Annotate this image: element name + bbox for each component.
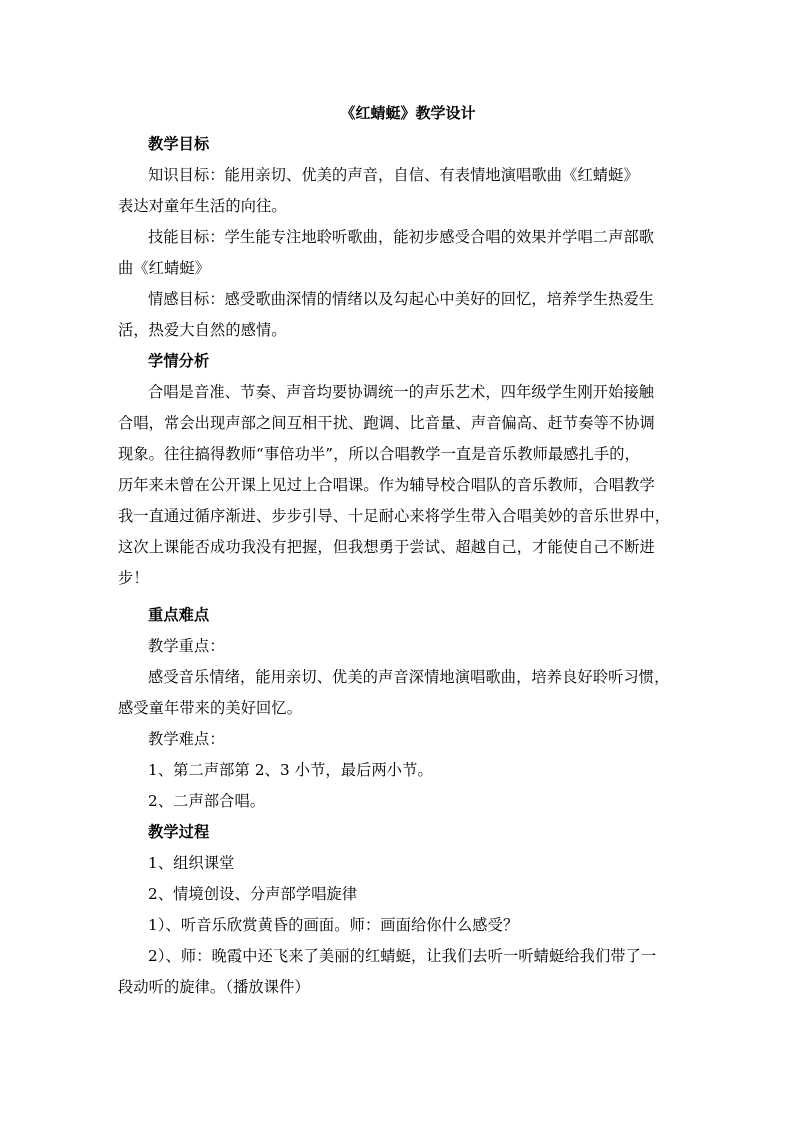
paragraph-line: 表达对童年生活的向往。 xyxy=(118,197,287,215)
list-item: 1、第二声部第 2、3 小节，最后两小节。 xyxy=(148,761,433,779)
paragraph-line: 感受童年带来的美好回忆。 xyxy=(118,699,303,717)
paragraph-line: 活，热爱大自然的感情。 xyxy=(118,321,287,339)
document-body xyxy=(118,97,678,1003)
list-item: 2、二声部合唱。 xyxy=(148,792,266,810)
paragraph-line: 技能目标：学生能专注地聆听歌曲，能初步感受合唱的效果并学唱二声部歌 xyxy=(148,228,655,246)
paragraph-line: 这次上课能否成功我没有把握，但我想勇于尝试、超越自己，才能使自己不断进 xyxy=(118,538,655,556)
paragraph-line: 合唱，常会出现声部之间互相干扰、跑调、比音量、声音偏高、赶节奏等不协调 xyxy=(118,414,655,432)
paragraph-line: 感受音乐情绪，能用亲切、优美的声音深情地演唱歌曲，培养良好聆听习惯， xyxy=(148,668,670,686)
paragraph-line: 合唱是音准、节奏、声音均要协调统一的声乐艺术，四年级学生刚开始接触 xyxy=(148,383,655,401)
paragraph-line: 情感目标：感受歌曲深情的情绪以及勾起心中美好的回忆，培养学生热爱生 xyxy=(148,290,655,308)
paragraph-line: 现象。往往搞得教师“事倍功半”，所以合唱教学一直是音乐教师最感扎手的， xyxy=(118,445,640,463)
section-heading-objectives: 教学目标 xyxy=(148,135,210,153)
paragraph-line: 曲《红蜻蜓》 xyxy=(118,259,211,277)
section-heading-process: 教学过程 xyxy=(148,823,210,841)
paragraph-line: 段动听的旋律。（播放课件） xyxy=(118,978,310,996)
paragraph-line: 步！ xyxy=(118,569,149,587)
list-item: 1、组织课堂 xyxy=(148,854,235,872)
list-item: 2）、师：晚霞中还飞来了美丽的红蜻蜓，让我们去听一听蜻蜓给我们带了一 xyxy=(148,947,657,965)
paragraph-line: 知识目标：能用亲切、优美的声音，自信、有表情地演唱歌曲《红蜻蜓》 xyxy=(148,166,639,184)
list-item: 2、情境创设、分声部学唱旋律 xyxy=(148,885,358,903)
paragraph-line: 教学难点： xyxy=(148,730,225,748)
paragraph-line: 教学重点： xyxy=(148,637,225,655)
section-heading-key-points: 重点难点 xyxy=(148,606,210,624)
paragraph-line: 我一直通过循序渐进、步步引导、十足耐心来将学生带入合唱美妙的音乐世界中， xyxy=(118,507,671,525)
paragraph-line: 历年来未曾在公开课上见过上合唱课。作为辅导校合唱队的音乐教师，合唱教学 xyxy=(118,476,655,494)
document-title: 《红蜻蜓》教学设计 xyxy=(340,104,476,122)
list-item: 1）、听音乐欣赏黄昏的画面。师：画面给你什么感受？ xyxy=(148,916,519,934)
section-heading-analysis: 学情分析 xyxy=(148,352,210,370)
